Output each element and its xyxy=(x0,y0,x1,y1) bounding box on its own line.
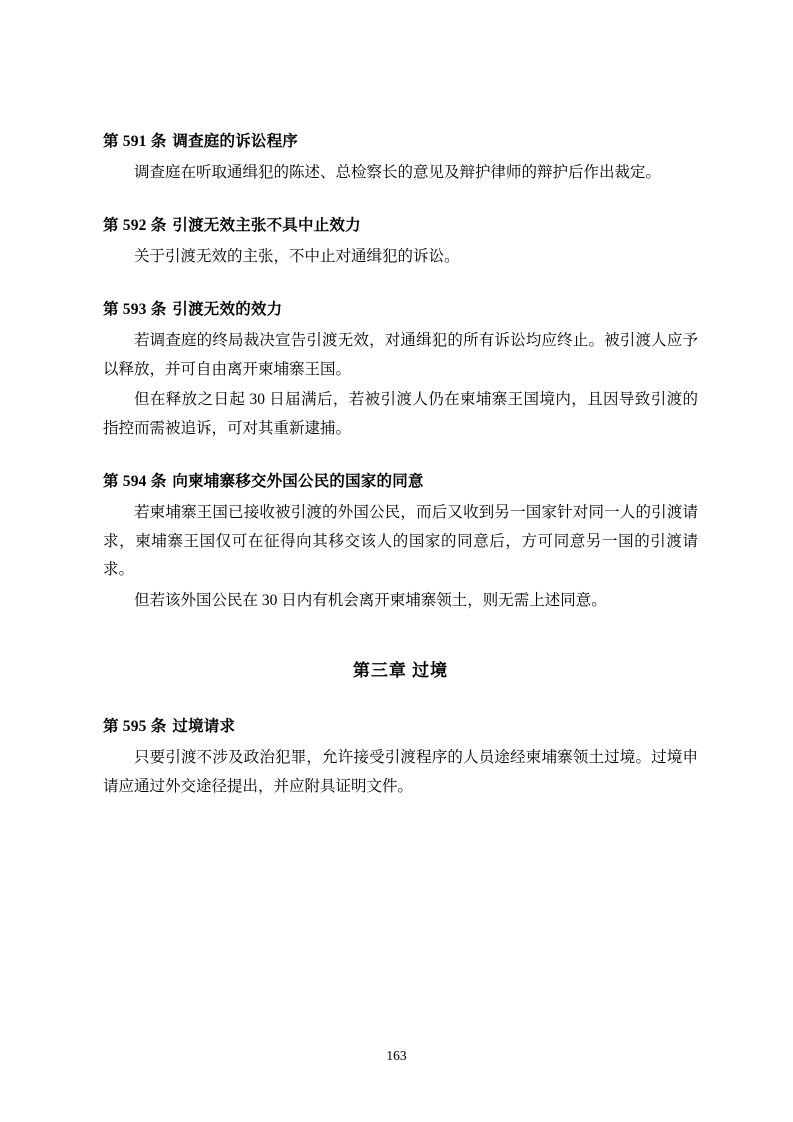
article-591 xyxy=(103,130,698,188)
article-595 xyxy=(103,715,698,802)
article-heading xyxy=(103,470,698,493)
article-number: 第 593 条 xyxy=(103,300,167,318)
article-title: 引渡无效主张不具中止效力 xyxy=(172,216,361,234)
article-paragraph: 关于引渡无效的主张，不中止对通缉犯的诉讼。 xyxy=(134,248,460,266)
article-title: 引渡无效的效力 xyxy=(172,300,283,318)
spacer xyxy=(103,462,698,470)
article-592 xyxy=(103,214,698,272)
article-paragraph: 但若该外国公民在 30 日内有机会离开柬埔寨领土，则无需上述同意。 xyxy=(134,592,607,610)
page-number: 163 xyxy=(386,1048,407,1063)
chapter-heading: 第三章 过境 xyxy=(352,660,449,680)
article-paragraph: 只要引渡不涉及政治犯罪，允许接受引渡程序的人员途经柬埔寨领土过境。过境申请应通过外交途径提出，并应附具证明文件。 xyxy=(103,748,698,795)
article-number: 第 591 条 xyxy=(103,133,167,150)
article-heading xyxy=(103,214,698,237)
spacer xyxy=(103,290,698,298)
spacer xyxy=(103,206,698,214)
article-paragraph: 调查庭在听取通缉犯的陈述、总检察长的意见及辩护律师的辩护后作出裁定。 xyxy=(134,164,662,182)
article-paragraph: 但在释放之日起 30 日届满后，若被引渡人仍在柬埔寨王国境内，且因导致引渡的指控而需被追诉，可对其重新逮捕。 xyxy=(103,391,698,438)
article-heading xyxy=(103,130,698,153)
article-paragraph: 若调查庭的终局裁决宣告引渡无效，对通缉犯的所有诉讼均应终止。被引渡人应予以释放，并可自由离开柬埔寨王国。 xyxy=(103,332,698,378)
article-594 xyxy=(103,470,698,616)
article-title: 向柬埔寨移交外国公民的国家的同意 xyxy=(172,472,424,490)
article-number: 第 595 条 xyxy=(103,717,167,735)
article-593 xyxy=(103,298,698,444)
article-title: 过境请求 xyxy=(172,717,236,735)
article-number: 第 594 条 xyxy=(103,472,167,490)
article-paragraph: 若柬埔寨王国已接收被引渡的外国公民，而后又收到另一国家针对同一人的引渡请求，柬埔寨王国仅可在征得向其移交该人的国家的同意后，方可同意另一国的引渡请求。 xyxy=(103,504,698,579)
article-heading xyxy=(103,298,698,321)
article-number: 第 592 条 xyxy=(103,216,167,234)
article-title: 调查庭的诉讼程序 xyxy=(172,133,299,150)
article-heading xyxy=(103,715,698,738)
